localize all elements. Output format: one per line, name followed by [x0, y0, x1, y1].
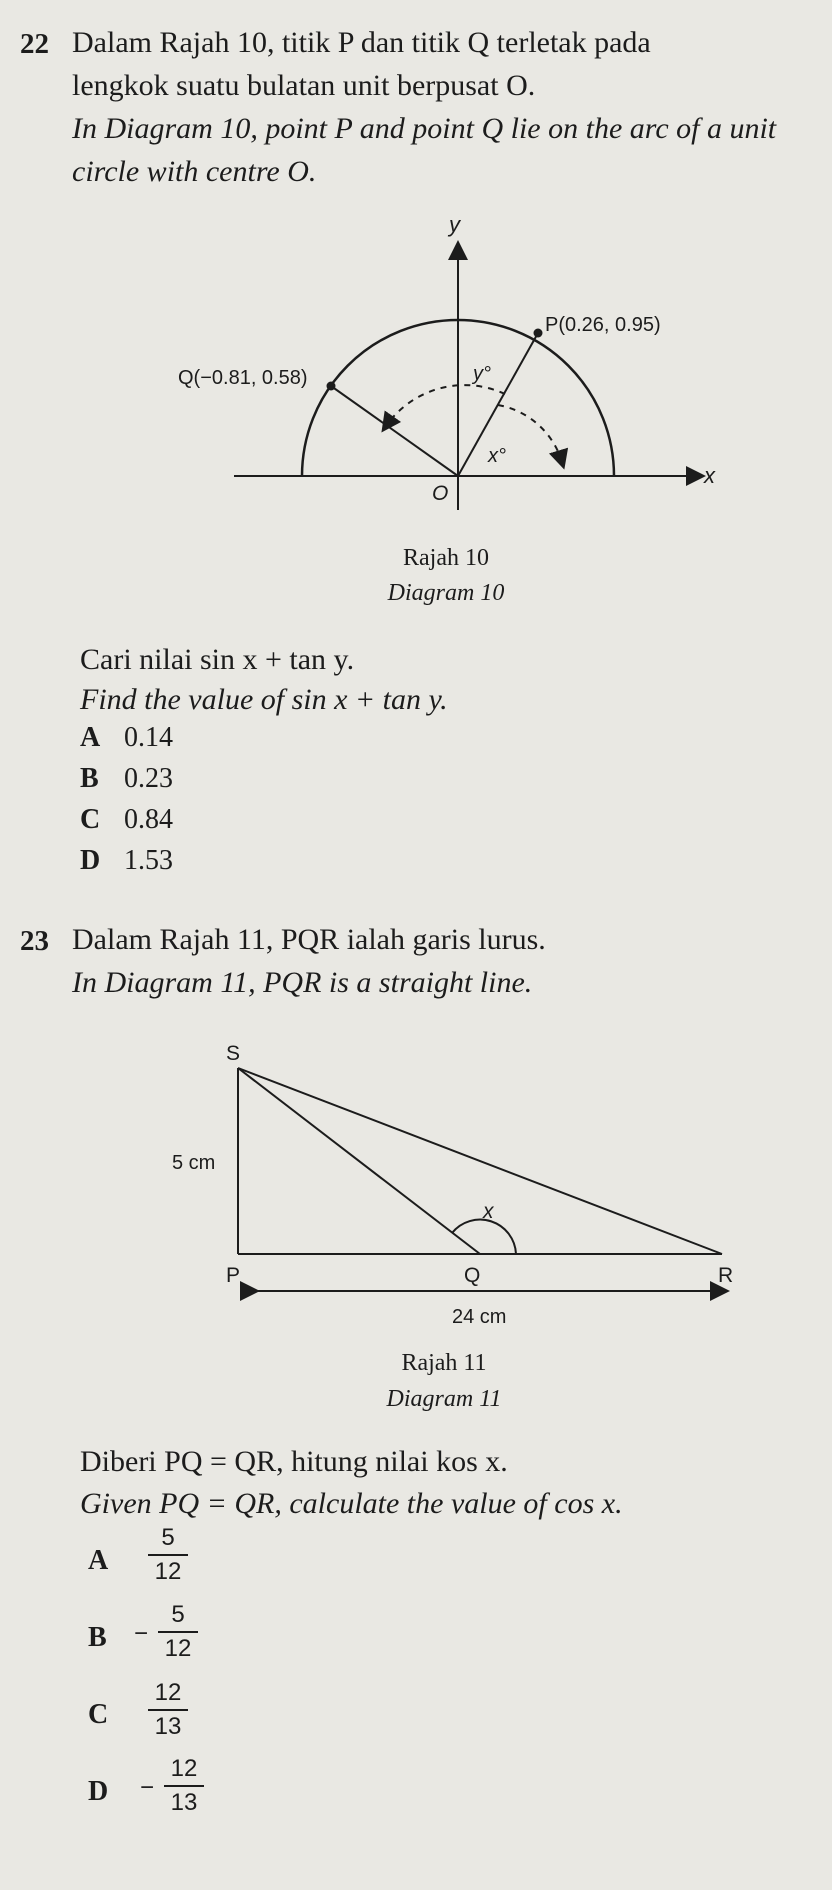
line-sr	[238, 1068, 722, 1254]
q22-english-line2: circle with centre O.	[72, 155, 317, 188]
q22-option-c-letter: C	[80, 804, 101, 835]
q22-option-d-letter: D	[80, 845, 101, 876]
q23-option-a-letter: A	[88, 1545, 109, 1576]
q22-option-a-value[interactable]: 0.14	[124, 722, 173, 753]
point-q	[327, 382, 336, 391]
origin-label: O	[432, 482, 449, 505]
q22-option-a-letter: A	[80, 722, 101, 753]
q23-option-b-letter: B	[88, 1622, 107, 1653]
diagram-11-caption-english: Diagram 11	[386, 1386, 502, 1412]
q23-option-d-numerator: 12	[164, 1755, 204, 1787]
q22-malay-line1: Dalam Rajah 10, titik P dan titik Q terletak pada	[72, 26, 651, 59]
diagram-11-caption-malay: Rajah 11	[401, 1350, 487, 1376]
q23-option-c-letter: C	[88, 1699, 109, 1730]
base-length-label: 24 cm	[452, 1306, 507, 1328]
q23-question-malay: Diberi PQ = QR, hitung nilai kos x.	[80, 1445, 508, 1478]
q23-option-d-sign: −	[140, 1774, 155, 1801]
angle-y-label: y°	[473, 363, 491, 385]
q23-option-c-fraction[interactable]	[148, 1679, 188, 1741]
point-p-label: P(0.26, 0.95)	[545, 314, 661, 336]
q23-option-a-denominator: 12	[154, 1558, 182, 1585]
q22-question-malay: Cari nilai sin x + tan y.	[80, 643, 355, 676]
q22-option-d-value[interactable]: 1.53	[124, 845, 173, 876]
question-23-number: 23	[20, 925, 49, 957]
q23-option-c-numerator: 12	[148, 1679, 188, 1711]
q23-question-english: Given PQ = QR, calculate the value of cos x.	[80, 1487, 623, 1520]
diagram-10-caption-malay: Rajah 10	[403, 545, 489, 571]
radius-oq	[331, 386, 458, 476]
q23-malay-line: Dalam Rajah 11, PQR ialah garis lurus.	[72, 923, 546, 956]
point-p-label: P	[226, 1264, 241, 1287]
point-q-label: Q(−0.81, 0.58)	[178, 367, 308, 389]
q23-option-a-fraction[interactable]	[148, 1524, 188, 1586]
q22-option-c-value[interactable]: 0.84	[124, 804, 173, 835]
q23-option-d-letter: D	[88, 1776, 109, 1807]
question-22-number: 22	[20, 28, 49, 60]
angle-x-label: x°	[488, 445, 506, 467]
angle-y-arc	[386, 385, 505, 426]
diagram-10-caption-english: Diagram 10	[387, 580, 505, 606]
angle-x-arc	[498, 405, 562, 462]
diagram-10-unit-circle	[178, 205, 740, 525]
q22-malay-line2: lengkok suatu bulatan unit berpusat O.	[72, 69, 536, 102]
point-p	[534, 329, 543, 338]
angle-x-arc	[452, 1220, 516, 1254]
q23-option-b-fraction[interactable]	[158, 1601, 198, 1663]
q23-option-c-denominator: 13	[154, 1713, 182, 1740]
angle-x-label: x	[483, 1200, 494, 1223]
q23-option-b-sign: −	[134, 1620, 149, 1647]
point-r-label: R	[718, 1264, 734, 1287]
q22-option-b-letter: B	[80, 763, 99, 794]
q22-english-line1: In Diagram 10, point P and point Q lie on the arc of a unit	[72, 112, 777, 145]
q23-option-d-fraction[interactable]	[164, 1755, 204, 1817]
q23-option-d-denominator: 13	[170, 1789, 198, 1816]
side-ps-length-label: 5 cm	[172, 1152, 216, 1174]
q23-option-b-denominator: 12	[164, 1635, 192, 1662]
point-s-label: S	[226, 1042, 241, 1065]
diagram-11-triangle	[140, 1030, 760, 1330]
q23-english-line: In Diagram 11, PQR is a straight line.	[72, 966, 533, 999]
line-sq	[238, 1068, 480, 1254]
point-q-label: Q	[464, 1264, 481, 1287]
x-axis-label: x	[704, 463, 715, 488]
q23-option-b-numerator: 5	[158, 1601, 198, 1633]
q22-option-b-value[interactable]: 0.23	[124, 763, 173, 794]
q22-question-english: Find the value of sin x + tan y.	[80, 683, 448, 716]
q23-option-a-numerator: 5	[148, 1524, 188, 1556]
y-axis-label: y	[449, 212, 460, 237]
